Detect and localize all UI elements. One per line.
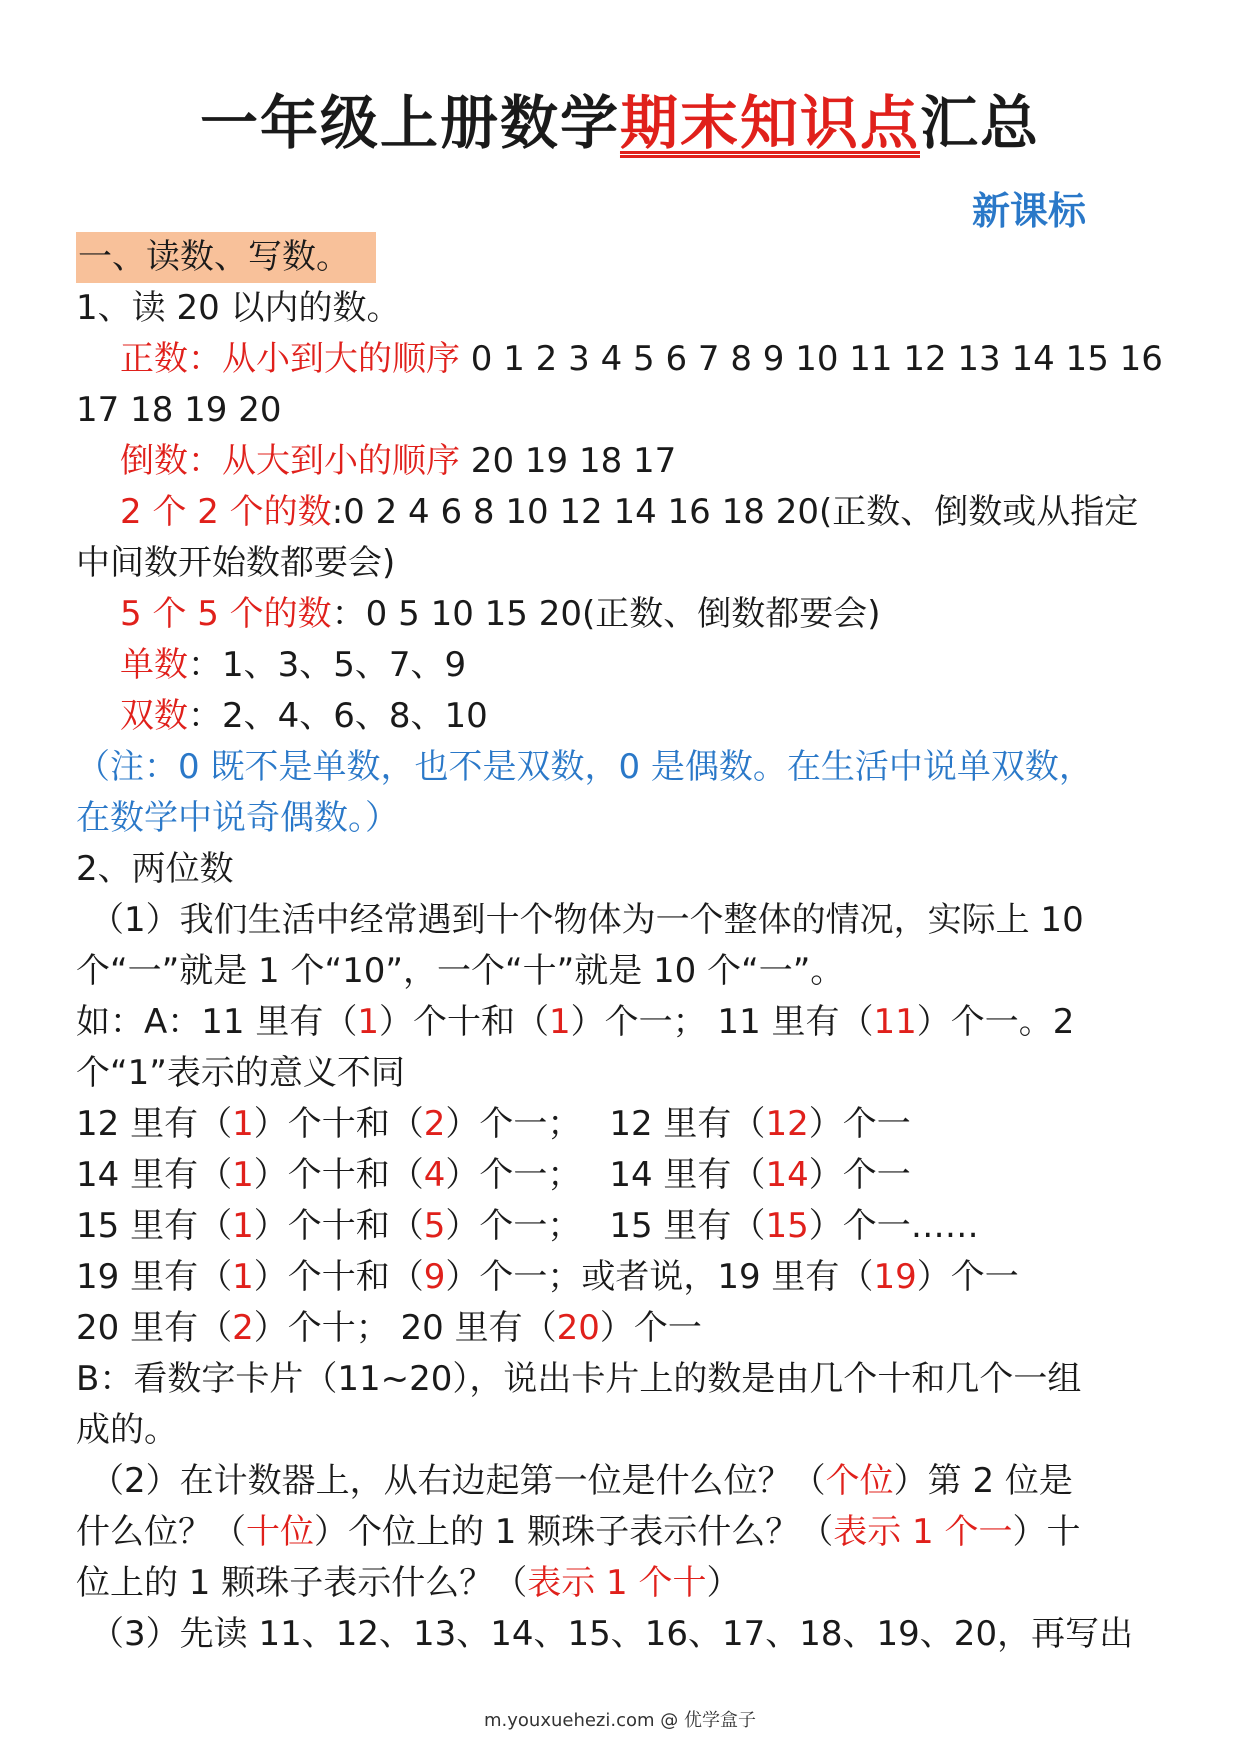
- zhengshu-values: 0 1 2 3 4 5 6 7 8 9 10 11 12 13 14 15 16: [460, 339, 1163, 379]
- even-values: ：2、4、6、8、10: [188, 696, 488, 736]
- section-heading-line: [76, 232, 1166, 283]
- title-suffix: 汇总: [920, 89, 1041, 157]
- row-20: 20 里有（2）个十； 20 里有（20）个一: [76, 1308, 702, 1348]
- odd-values: ：1、3、5、7、9: [188, 645, 467, 685]
- zhengshu-line: [76, 334, 1166, 385]
- p2-2-line-3: 位上的 1 颗珠子表示什么？（表示 1 个十）: [76, 1563, 741, 1603]
- document-body: [76, 232, 1166, 1660]
- row-19: 19 里有（1）个十和（9）个一；或者说，19 里有（19）个一: [76, 1257, 1019, 1297]
- example-b-line-1: B：看数字卡片（11~20），说出卡片上的数是由几个十和几个一组: [76, 1359, 1082, 1399]
- note-line-1: （注：0 既不是单数，也不是双数，0 是偶数。在生活中说单双数，: [76, 747, 1093, 787]
- p2-1-line-2: 个“一”就是 1 个“10”，一个“十”就是 10 个“一”。: [76, 951, 845, 991]
- curriculum-tag: 新课标: [972, 189, 1087, 233]
- five-line: [76, 589, 1166, 640]
- example-a-line-2: 个“1”表示的意义不同: [76, 1053, 405, 1093]
- p2-1-line-1: （1）我们生活中经常遇到十个物体为一个整体的情况，实际上 10: [90, 900, 1084, 940]
- zhengshu-cont: 17 18 19 20: [76, 390, 282, 430]
- title-highlight: 期末知识点: [619, 89, 920, 157]
- daoshu-values: 20 19 18 17: [460, 441, 677, 481]
- odd-line: [76, 640, 1166, 691]
- page-title: [0, 88, 1240, 158]
- row-14: 14 里有（1）个十和（4）个一； 14 里有（14）个一: [76, 1155, 911, 1195]
- five-values: ：0 5 10 15 20(正数、倒数都要会): [331, 594, 881, 634]
- section-heading: 一、读数、写数。: [76, 232, 376, 283]
- two-cont: 中间数开始数都要会): [76, 543, 396, 583]
- even-label: 双数: [120, 696, 188, 736]
- p2-3-line: （3）先读 11、12、13、14、15、16、17、18、19、20，再写出: [90, 1614, 1134, 1654]
- daoshu-label: 倒数：从大到小的顺序: [120, 441, 460, 481]
- row-15: 15 里有（1）个十和（5）个一； 15 里有（15）个一……: [76, 1206, 979, 1246]
- paragraph-2: 2、两位数: [76, 849, 234, 889]
- zhengshu-label: 正数：从小到大的顺序: [120, 339, 460, 379]
- even-line: [76, 691, 1166, 742]
- two-line: [76, 487, 1166, 538]
- example-a-line-1: 如：A：11 里有（1）个十和（1）个一； 11 里有（11）个一。2: [76, 1002, 1075, 1042]
- example-b-line-2: 成的。: [76, 1410, 178, 1450]
- footer-watermark: m.youxuehezi.com @ 优学盒子: [483, 1710, 756, 1731]
- two-values: :0 2 4 6 8 10 12 14 16 18 20(正数、倒数或从指定: [331, 492, 1139, 532]
- five-label: 5 个 5 个的数: [120, 594, 332, 634]
- p2-2-line-2: 什么位？（十位）个位上的 1 颗珠子表示什么？（表示 1 个一）十: [76, 1512, 1081, 1552]
- p2-2-line-1: （2）在计数器上，从右边起第一位是什么位？（个位）第 2 位是: [90, 1461, 1073, 1501]
- odd-label: 单数: [120, 645, 188, 685]
- note-line-2: 在数学中说奇偶数。）: [76, 798, 399, 838]
- title-prefix: 一年级上册数学: [199, 89, 620, 157]
- paragraph-1: 1、读 20 以内的数。: [76, 288, 401, 328]
- two-label: 2 个 2 个的数: [120, 492, 332, 532]
- daoshu-line: [76, 436, 1166, 487]
- row-12: 12 里有（1）个十和（2）个一； 12 里有（12）个一: [76, 1104, 911, 1144]
